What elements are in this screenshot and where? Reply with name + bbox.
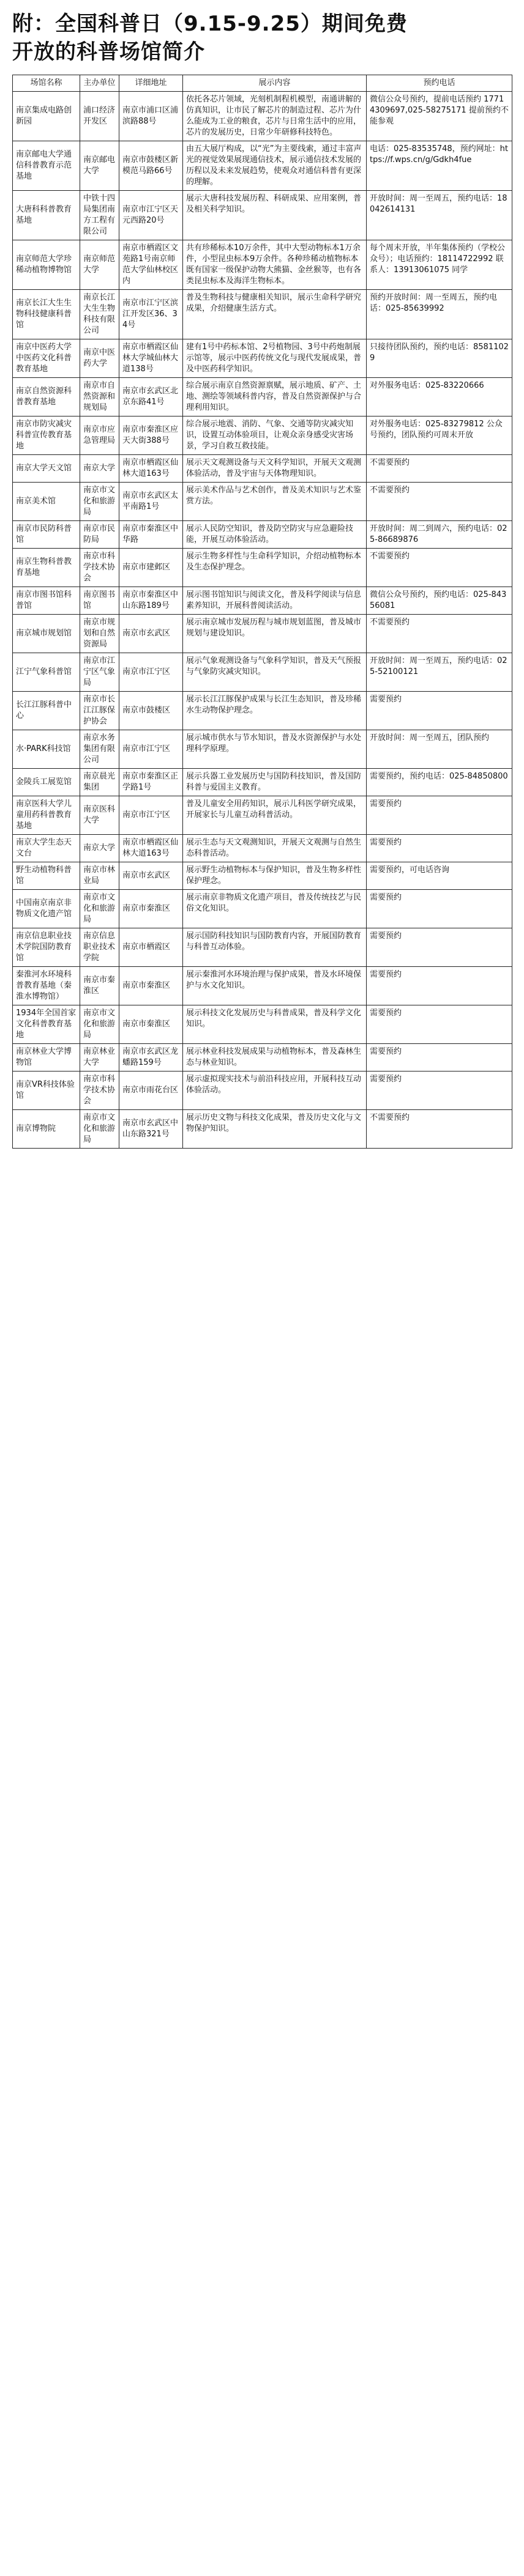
exhibit-cell: 展示城市供水与节水知识，普及水资源保护与水处理科学原理。 (183, 730, 367, 769)
table-row (13, 339, 512, 378)
address-cell: 南京市栖霞区文苑路1号南京师范大学仙林校区内 (119, 240, 183, 290)
exhibit-cell: 普及生物科技与健康相关知识，展示生命科学研究成果，介绍健康生活方式。 (183, 290, 367, 339)
address-cell: 南京市栖霞区仙林大道163号 (119, 835, 183, 862)
venue-name-cell: 南京林业大学博物馆 (13, 1044, 80, 1071)
exhibit-cell: 展示林业科技发展成果与动植物标本，普及森林生态与林业知识。 (183, 1044, 367, 1071)
organizer-cell: 南京林业大学 (80, 1044, 119, 1071)
organizer-cell: 南京大学 (80, 455, 119, 483)
organizer-cell: 南京市文化和旅游局 (80, 1005, 119, 1044)
header-address: 详细地址 (119, 75, 183, 92)
organizer-cell: 南京大学 (80, 835, 119, 862)
booking-phone-cell: 开放时间：周一至周五，预约电话：025-52100121 (367, 653, 512, 692)
booking-phone-cell: 对外服务电话：025-83279812 公众号预约，团队预约可周末开放 (367, 416, 512, 455)
organizer-cell: 南京中医药大学 (80, 339, 119, 378)
address-cell: 南京市栖霞区仙林大道163号 (119, 455, 183, 483)
address-cell: 南京市秦淮区 (119, 967, 183, 1005)
organizer-cell: 南京市文化和旅游局 (80, 483, 119, 521)
address-cell: 南京市秦淮区 (119, 890, 183, 928)
booking-phone-cell: 需要预约 (367, 1044, 512, 1071)
venue-name-cell: 南京博物院 (13, 1110, 80, 1149)
booking-phone-cell: 需要预约 (367, 967, 512, 1005)
address-cell: 南京市玄武区 (119, 615, 183, 653)
booking-phone-cell: 不需要预约 (367, 483, 512, 521)
table-row (13, 290, 512, 339)
booking-phone-cell: 微信公众号预约，提前电话预约 17714309697,025-58275171 提前预约不能参观 (367, 92, 512, 141)
venue-name-cell: 南京生物科普教育基地 (13, 549, 80, 587)
table-row (13, 416, 512, 455)
table-row (13, 483, 512, 521)
booking-phone-cell: 需要预约 (367, 890, 512, 928)
table-body (13, 92, 512, 1149)
exhibit-cell: 展示生态与天文观测知识，开展天文观测与自然生态科普活动。 (183, 835, 367, 862)
exhibit-cell: 依托各芯片领域，光刻机制程机模型，南通讲解的仿真知识，让市民了解芯片的制造过程、芯片为什么能成为工业的粮食，芯片与日常生活中的应用，芯片的发展历史，日常少年研修科技特色。 (183, 92, 367, 141)
booking-phone-cell: 需要预约，预约电话：025-84850800 (367, 769, 512, 796)
exhibit-cell: 展示生物多样性与生命科学知识，介绍动植物标本及生态保护理念。 (183, 549, 367, 587)
table-row (13, 521, 512, 549)
venue-name-cell: 南京师范大学珍稀动植物博物馆 (13, 240, 80, 290)
page-title (12, 10, 512, 66)
address-cell: 南京市江宁区 (119, 653, 183, 692)
organizer-cell: 南京市江宁区气象局 (80, 653, 119, 692)
table-row (13, 587, 512, 615)
venue-name-cell: 中国南京南京非物质文化遗产馆 (13, 890, 80, 928)
booking-phone-cell: 需要预约 (367, 1005, 512, 1044)
organizer-cell: 南京市科学技术协会 (80, 1071, 119, 1110)
table-row (13, 1110, 512, 1149)
organizer-cell: 南京市自然资源和规划局 (80, 378, 119, 416)
page (0, 0, 524, 1163)
exhibit-cell: 展示图书馆知识与阅读文化，普及科学阅读与信息素养知识，开展科普阅读活动。 (183, 587, 367, 615)
header-venue-name: 场馆名称 (13, 75, 80, 92)
booking-phone-cell: 对外服务电话：025-83220666 (367, 378, 512, 416)
venue-name-cell: 秦淮河水环境科普教育基地（秦淮水博物馆） (13, 967, 80, 1005)
address-cell: 南京市玄武区太平南路1号 (119, 483, 183, 521)
booking-phone-cell: 不需要预约 (367, 615, 512, 653)
organizer-cell: 中铁十四局集团南方工程有限公司 (80, 191, 119, 240)
exhibit-cell: 展示长江江豚保护成果与长江生态知识，普及珍稀水生动物保护理念。 (183, 692, 367, 730)
booking-phone-cell: 微信公众号预约，预约电话：025-84356081 (367, 587, 512, 615)
organizer-cell: 南京市应急管理局 (80, 416, 119, 455)
table-row (13, 1071, 512, 1110)
venue-name-cell: 南京集成电路创新园 (13, 92, 80, 141)
booking-phone-cell: 只接待团队预约，预约电话：85811029 (367, 339, 512, 378)
organizer-cell: 浦口经济开发区 (80, 92, 119, 141)
address-cell: 南京市鼓楼区 (119, 692, 183, 730)
header-exhibit: 展示内容 (183, 75, 367, 92)
address-cell: 南京市鼓楼区新模范马路66号 (119, 141, 183, 191)
exhibit-cell: 展示科技文化发展历史与科普成果，普及科学文化知识。 (183, 1005, 367, 1044)
table-header-row (13, 75, 512, 92)
organizer-cell: 南京市长江江豚保护协会 (80, 692, 119, 730)
table-row (13, 1005, 512, 1044)
booking-phone-cell: 不需要预约 (367, 455, 512, 483)
exhibit-cell: 建有1号中药标本馆、2号植物园、3号中药炮制展示馆等，展示中医药传统文化与现代发展成果，普及中医药科学知识。 (183, 339, 367, 378)
organizer-cell: 南京市秦淮区 (80, 967, 119, 1005)
organizer-cell: 南京医科大学 (80, 796, 119, 835)
organizer-cell: 南京市林业局 (80, 862, 119, 890)
exhibit-cell: 展示天文观测设备与天文科学知识，开展天文观测体验活动，普及宇宙与天体物理知识。 (183, 455, 367, 483)
booking-phone-cell: 电话：025-83535748，预约网址：https://f.wps.cn/g/Gdkh4fue (367, 141, 512, 191)
title-line-1: 附：全国科普日（9.15-9.25）期间免费 (12, 12, 408, 36)
exhibit-cell: 展示秦淮河水环境治理与保护成果，普及水环境保护与水文化知识。 (183, 967, 367, 1005)
exhibit-cell: 综合展示地震、消防、气象、交通等防灾减灾知识，设置互动体验项目，让观众亲身感受灾害场景，学习自救互救技能。 (183, 416, 367, 455)
address-cell: 南京市浦口区浦滨路88号 (119, 92, 183, 141)
venue-name-cell: 野生动植物科普馆 (13, 862, 80, 890)
title-line-2: 开放的科普场馆简介 (12, 40, 205, 64)
exhibit-cell: 展示虚拟现实技术与前沿科技应用，开展科技互动体验活动。 (183, 1071, 367, 1110)
venue-name-cell: 1934年全国首家文化科普教育基地 (13, 1005, 80, 1044)
table-row (13, 928, 512, 967)
table-row (13, 240, 512, 290)
venue-name-cell: 江宁气象科普馆 (13, 653, 80, 692)
venue-name-cell: 大唐科科普教育基地 (13, 191, 80, 240)
address-cell: 南京市秦淮区 (119, 1005, 183, 1044)
venue-name-cell: 金陵兵工展览馆 (13, 769, 80, 796)
venue-name-cell: 南京大学生态天文台 (13, 835, 80, 862)
address-cell: 南京市玄武区 (119, 862, 183, 890)
organizer-cell: 南京市文化和旅游局 (80, 1110, 119, 1149)
venue-table (12, 75, 512, 1149)
table-row (13, 455, 512, 483)
table-row (13, 549, 512, 587)
address-cell: 南京市栖霞区 (119, 928, 183, 967)
header-organizer: 主办单位 (80, 75, 119, 92)
venue-name-cell: 南京自然资源科普教育基地 (13, 378, 80, 416)
exhibit-cell: 展示人民防空知识，普及防空防灾与应急避险技能，开展互动体验活动。 (183, 521, 367, 549)
table-row (13, 967, 512, 1005)
exhibit-cell: 展示国防科技知识与国防教育内容，开展国防教育与科普互动体验。 (183, 928, 367, 967)
venue-name-cell: 南京美术馆 (13, 483, 80, 521)
exhibit-cell: 综合展示南京自然资源禀赋，展示地质、矿产、土地、测绘等领域科普内容，普及自然资源保护与合理利用知识。 (183, 378, 367, 416)
exhibit-cell: 展示美术作品与艺术创作，普及美术知识与艺术鉴赏方法。 (183, 483, 367, 521)
address-cell: 南京市江宁区 (119, 730, 183, 769)
exhibit-cell: 展示气象观测设备与气象科学知识，普及天气预报与气象防灾减灾知识。 (183, 653, 367, 692)
address-cell: 南京市玄武区中山东路321号 (119, 1110, 183, 1149)
address-cell: 南京市秦淮区正学路1号 (119, 769, 183, 796)
booking-phone-cell: 不需要预约 (367, 1110, 512, 1149)
booking-phone-cell: 开放时间：周一至周五，预约电话：18042614131 (367, 191, 512, 240)
booking-phone-cell: 开放时间：周一至周五，团队预约 (367, 730, 512, 769)
table-row (13, 92, 512, 141)
organizer-cell: 南京师范大学 (80, 240, 119, 290)
organizer-cell: 南京市民防局 (80, 521, 119, 549)
organizer-cell: 南京市科学技术协会 (80, 549, 119, 587)
booking-phone-cell: 需要预约 (367, 835, 512, 862)
address-cell: 南京市江宁区天元西路20号 (119, 191, 183, 240)
booking-phone-cell: 不需要预约 (367, 549, 512, 587)
exhibit-cell: 普及儿童安全用药知识，展示儿科医学研究成果，开展家长与儿童互动科普活动。 (183, 796, 367, 835)
table-row (13, 835, 512, 862)
venue-name-cell: 长江江豚科普中心 (13, 692, 80, 730)
organizer-cell: 南京市文化和旅游局 (80, 890, 119, 928)
booking-phone-cell: 预约开放时间：周一至周五，预约电话：025-85639992 (367, 290, 512, 339)
venue-name-cell: 南京市防灾减灾科普宣传教育基地 (13, 416, 80, 455)
table-row (13, 378, 512, 416)
address-cell: 南京市栖霞区仙林大学城仙林大道138号 (119, 339, 183, 378)
venue-name-cell: 南京邮电大学通信科普教育示范基地 (13, 141, 80, 191)
address-cell: 南京市秦淮区中华路 (119, 521, 183, 549)
booking-phone-cell: 需要预约 (367, 692, 512, 730)
table-row (13, 1044, 512, 1071)
venue-name-cell: 南京市图书馆科普馆 (13, 587, 80, 615)
venue-name-cell: 南京信息职业技术学院国防教育馆 (13, 928, 80, 967)
venue-name-cell: 南京长江大生生物科技健康科普馆 (13, 290, 80, 339)
venue-name-cell: 南京VR科技体验馆 (13, 1071, 80, 1110)
table-row (13, 692, 512, 730)
booking-phone-cell: 需要预约 (367, 1071, 512, 1110)
exhibit-cell: 展示南京非物质文化遗产项目，普及传统技艺与民俗文化知识。 (183, 890, 367, 928)
venue-name-cell: 南京大学天文馆 (13, 455, 80, 483)
exhibit-cell: 由五大展厅构成，以“光”为主要线索，通过丰富声光的视觉效果展现通信技术，展示通信技术发展的历程以及未来发展趋势，使观众对通信科普有更深的理解。 (183, 141, 367, 191)
table-row (13, 653, 512, 692)
exhibit-cell: 展示南京城市发展历程与城市规划蓝图，普及城市规划与建设知识。 (183, 615, 367, 653)
venue-name-cell: 水·PARK科技馆 (13, 730, 80, 769)
address-cell: 南京市秦淮区应天大街388号 (119, 416, 183, 455)
address-cell: 南京市玄武区北京东路41号 (119, 378, 183, 416)
organizer-cell: 南京图书馆 (80, 587, 119, 615)
table-row (13, 890, 512, 928)
organizer-cell: 南京信息职业技术学院 (80, 928, 119, 967)
table-row (13, 191, 512, 240)
booking-phone-cell: 需要预约 (367, 928, 512, 967)
address-cell: 南京市玄武区龙蟠路159号 (119, 1044, 183, 1071)
booking-phone-cell: 开放时间：周二到周六，预约电话：025-86689876 (367, 521, 512, 549)
organizer-cell: 南京水务集团有限公司 (80, 730, 119, 769)
exhibit-cell: 展示历史文物与科技文化成果，普及历史文化与文物保护知识。 (183, 1110, 367, 1149)
address-cell: 南京市江宁区 (119, 796, 183, 835)
venue-name-cell: 南京市民防科普馆 (13, 521, 80, 549)
exhibit-cell: 展示野生动植物标本与保护知识，普及生物多样性保护理念。 (183, 862, 367, 890)
address-cell: 南京市建邺区 (119, 549, 183, 587)
venue-name-cell: 南京城市规划馆 (13, 615, 80, 653)
address-cell: 南京市秦淮区中山东路189号 (119, 587, 183, 615)
exhibit-cell: 共有珍稀标本10万余件，其中大型动物标本1万余件，小型昆虫标本9万余件。各种珍稀动植物标本既有国家一级保护动物大熊猫、金丝猴等，也有各类昆虫标本及海洋生物标本。 (183, 240, 367, 290)
exhibit-cell: 展示兵器工业发展历史与国防科技知识，普及国防科普与爱国主义教育。 (183, 769, 367, 796)
address-cell: 南京市雨花台区 (119, 1071, 183, 1110)
table-row (13, 141, 512, 191)
booking-phone-cell: 每个周末开放，半年集体预约（学校公众号）；电话预约：18114722992 联系人：13913061075 同学 (367, 240, 512, 290)
table-row (13, 730, 512, 769)
table-row (13, 796, 512, 835)
organizer-cell: 南京晨光集团 (80, 769, 119, 796)
header-booking-phone: 预约电话 (367, 75, 512, 92)
table-row (13, 862, 512, 890)
exhibit-cell: 展示大唐科技发展历程、科研成果、应用案例，普及相关科学知识。 (183, 191, 367, 240)
table-row (13, 769, 512, 796)
address-cell: 南京市江宁区滨江开发区36、34号 (119, 290, 183, 339)
booking-phone-cell: 需要预约 (367, 796, 512, 835)
booking-phone-cell: 需要预约，可电话咨询 (367, 862, 512, 890)
table-row (13, 615, 512, 653)
organizer-cell: 南京邮电大学 (80, 141, 119, 191)
venue-name-cell: 南京医科大学儿童用药科普教育基地 (13, 796, 80, 835)
organizer-cell: 南京市规划和自然资源局 (80, 615, 119, 653)
venue-name-cell: 南京中医药大学中医药文化科普教育基地 (13, 339, 80, 378)
organizer-cell: 南京长江大生生物科技有限公司 (80, 290, 119, 339)
